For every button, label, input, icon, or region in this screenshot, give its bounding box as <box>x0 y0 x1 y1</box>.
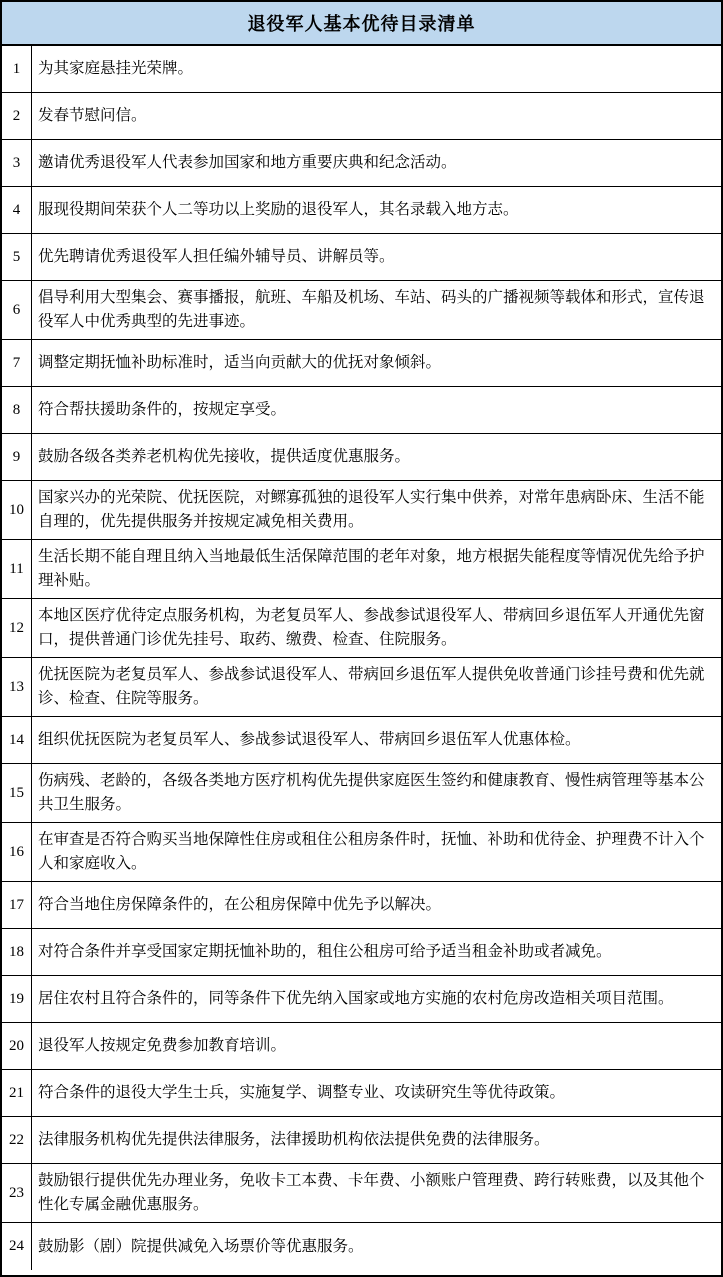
row-text: 鼓励各级各类养老机构优先接收，提供适度优惠服务。 <box>38 448 411 465</box>
row-text: 居住农村且符合条件的，同等条件下优先纳入国家或地方实施的农村危房改造相关项目范围。 <box>38 990 674 1007</box>
row-text: 优先聘请优秀退役军人担任编外辅导员、讲解员等。 <box>38 248 395 265</box>
row-number: 3 <box>2 140 32 186</box>
table-row <box>2 599 721 658</box>
row-text: 对符合条件并享受国家定期抚恤补助的，租住公租房可给予适当租金补助或者减免。 <box>38 943 612 960</box>
row-number: 21 <box>2 1070 32 1116</box>
row-number: 17 <box>2 882 32 928</box>
row-number: 24 <box>2 1223 32 1270</box>
row-number: 19 <box>2 976 32 1022</box>
row-number: 14 <box>2 717 32 763</box>
row-text: 国家兴办的光荣院、优抚医院，对鳏寡孤独的退役军人实行集中供养，对常年患病卧床、生活不能自理的，优先提供服务并按规定减免相关费用。 <box>38 489 705 530</box>
row-text: 退役军人按规定免费参加教育培训。 <box>38 1037 287 1054</box>
row-number: 4 <box>2 187 32 233</box>
row-number: 10 <box>2 481 32 539</box>
row-text: 鼓励影（剧）院提供减免入场票价等优惠服务。 <box>38 1237 364 1255</box>
row-number: 6 <box>2 281 32 339</box>
row-text: 鼓励银行提供优先办理业务，免收卡工本费、卡年费、小额账户管理费、跨行转账费，以及其他个性化专属金融优惠服务。 <box>38 1172 705 1213</box>
row-text: 生活长期不能自理且纳入当地最低生活保障范围的老年对象，地方根据失能程度等情况优先给予护理补贴。 <box>38 548 705 589</box>
table-row <box>2 340 721 387</box>
table-row <box>2 1164 721 1223</box>
row-text: 调整定期抚恤补助标准时，适当向贡献大的优抚对象倾斜。 <box>38 354 442 371</box>
row-text: 优抚医院为老复员军人、参战参试退役军人、带病回乡退伍军人提供免收普通门诊挂号费和优先就诊、检查、住院等服务。 <box>38 666 705 707</box>
row-number: 18 <box>2 929 32 975</box>
table-row <box>2 93 721 140</box>
row-text: 符合帮扶援助条件的，按规定享受。 <box>38 401 287 418</box>
row-number: 20 <box>2 1023 32 1069</box>
row-text: 倡导利用大型集会、赛事播报，航班、车船及机场、车站、码头的广播视频等载体和形式，宣传退役军人中优秀典型的先进事迹。 <box>38 289 705 330</box>
row-text: 邀请优秀退役军人代表参加国家和地方重要庆典和纪念活动。 <box>38 154 457 171</box>
row-number: 7 <box>2 340 32 386</box>
table-row <box>2 1070 721 1117</box>
table-row <box>2 976 721 1023</box>
row-number: 12 <box>2 599 32 657</box>
row-number: 16 <box>2 823 32 881</box>
row-text: 伤病残、老龄的，各级各类地方医疗机构优先提供家庭医生签约和健康教育、慢性病管理等基本公共卫生服务。 <box>38 772 705 813</box>
table-body <box>2 46 721 1270</box>
table-row <box>2 764 721 823</box>
row-text: 发春节慰问信。 <box>38 107 147 124</box>
row-text: 为其家庭悬挂光荣牌。 <box>38 60 194 77</box>
row-text: 法律服务机构优先提供法律服务，法律援助机构依法提供免费的法律服务。 <box>38 1131 550 1148</box>
table-row <box>2 434 721 481</box>
row-number: 15 <box>2 764 32 822</box>
row-number: 2 <box>2 93 32 139</box>
row-text: 符合当地住房保障条件的，在公租房保障中优先予以解决。 <box>38 896 442 913</box>
table-row <box>2 140 721 187</box>
row-text: 本地区医疗优待定点服务机构，为老复员军人、参战参试退役军人、带病回乡退伍军人开通优先窗口，提供普通门诊优先挂号、取药、缴费、检查、住院服务。 <box>38 607 705 648</box>
table-row <box>2 234 721 281</box>
table-row <box>2 823 721 882</box>
row-number: 1 <box>2 46 32 92</box>
table-row <box>2 1223 721 1270</box>
table-row <box>2 882 721 929</box>
row-text: 在审查是否符合购买当地保障性住房或租住公租房条件时，抚恤、补助和优待金、护理费不计入个人和家庭收入。 <box>38 831 705 872</box>
row-number: 11 <box>2 540 32 598</box>
table-row <box>2 387 721 434</box>
table-row <box>2 658 721 717</box>
row-number: 23 <box>2 1164 32 1222</box>
row-number: 9 <box>2 434 32 480</box>
row-text: 组织优抚医院为老复员军人、参战参试退役军人、带病回乡退伍军人优惠体检。 <box>38 731 581 748</box>
table-title: 退役军人基本优待目录清单 <box>2 2 721 46</box>
table-row <box>2 929 721 976</box>
row-number: 22 <box>2 1117 32 1163</box>
row-text: 符合条件的退役大学生士兵，实施复学、调整专业、攻读研究生等优待政策。 <box>38 1084 566 1101</box>
row-text: 服现役期间荣获个人二等功以上奖励的退役军人，其名录载入地方志。 <box>38 201 519 218</box>
table-row <box>2 717 721 764</box>
table-row <box>2 1117 721 1164</box>
row-number: 13 <box>2 658 32 716</box>
row-number: 8 <box>2 387 32 433</box>
table-row <box>2 46 721 93</box>
table-row <box>2 187 721 234</box>
table-row <box>2 481 721 540</box>
table-row <box>2 1023 721 1070</box>
row-number: 5 <box>2 234 32 280</box>
table-row <box>2 281 721 340</box>
table-row <box>2 540 721 599</box>
